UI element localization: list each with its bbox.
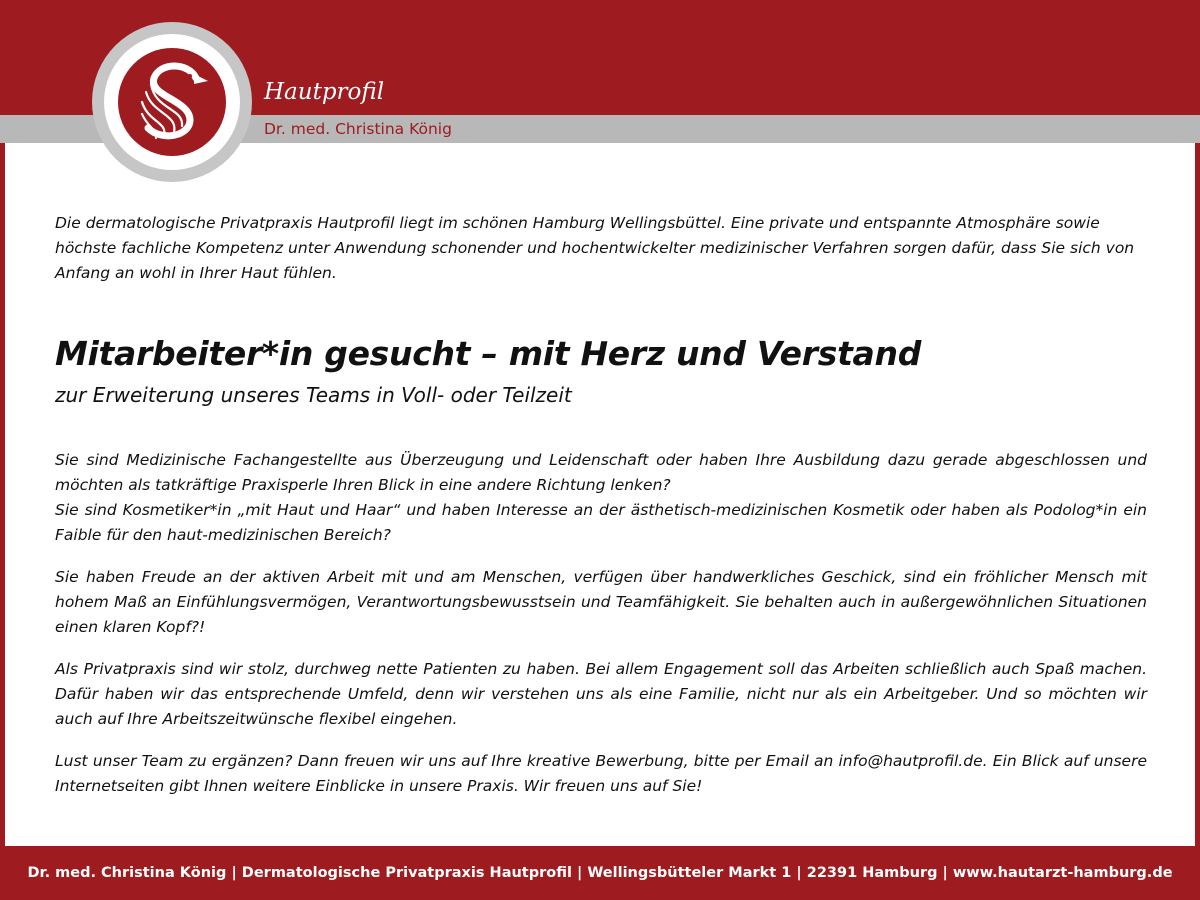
swan-icon: [104, 34, 240, 170]
brand-name: Hautprofil: [264, 79, 385, 105]
paragraph-practice: Als Privatpraxis sind wir stolz, durchweg nette Patienten zu haben. Bei allem Engagement soll das Arbeiten schließlich auch Spaß machen. Dafür haben wir das entsprechende Umfeld, denn wir verstehen uns als eine Familie, nicht nur als ein Arbeitgeber. Und so möchten wir auch auf Ihre Arbeitszeitwünsche flexibel eingehen.: [55, 660, 1147, 728]
paragraph-profile: Sie haben Freude an der aktiven Arbeit mit und am Menschen, verfügen über handwerkliches Geschick, sind ein fröhlicher Mensch mit hohem Maß an Einfühlungsvermögen, Verantwortungsbewusstsein und Teamfähigkeit. Sie behalten auch in außergewöhnlichen Situationen einen klaren Kopf?!: [55, 568, 1147, 636]
paragraph-application: Lust unser Team zu ergänzen? Dann freuen wir uns auf Ihre kreative Bewerbung, bitte per Email an info@hautprofil.de. Ein Blick auf unsere Internetseiten gibt Ihnen weitere Einblicke in unsere Praxis. Wir freuen uns auf Sie!: [55, 752, 1147, 795]
footer-contact-bar: Dr. med. Christina König | Dermatologische Privatpraxis Hautprofil | Wellingsbütteler Markt 1 | 22391 Hamburg | www.hautarzt-hamburg.de: [0, 846, 1200, 900]
job-subheadline: zur Erweiterung unseres Teams in Voll- oder Teilzeit: [55, 383, 572, 407]
main-content: [55, 211, 1147, 799]
brand-doctor-name: Dr. med. Christina König: [264, 120, 452, 138]
paragraph-mfa: Sie sind Medizinische Fachangestellte aus Überzeugung und Leidenschaft oder haben Ihre Ausbildung dazu gerade abgeschlossen und möchten als tatkräftige Praxisperle Ihren Blick in eine andere Richtung lenken?: [55, 451, 1147, 494]
intro-text: Die dermatologische Privatpraxis Hautprofil liegt im schönen Hamburg Wellingsbüttel. Eine private und entspannte Atmosphäre sowie höchste fachliche Kompetenz unter Anwendung schonender und hochentwickelter medizinischer Verfahren sorgen dafür, dass Sie sich von Anfang an wohl in Ihrer Haut fühlen.: [55, 214, 1135, 282]
job-headline: Mitarbeiter*in gesucht – mit Herz und Verstand: [55, 334, 922, 373]
paragraph-kosmetik: Sie sind Kosmetiker*in „mit Haut und Haar“ und haben Interesse an der ästhetisch-medizinischen Kosmetik oder haben als Podolog*in ein Faible für den haut-medizinischen Bereich?: [55, 501, 1147, 544]
